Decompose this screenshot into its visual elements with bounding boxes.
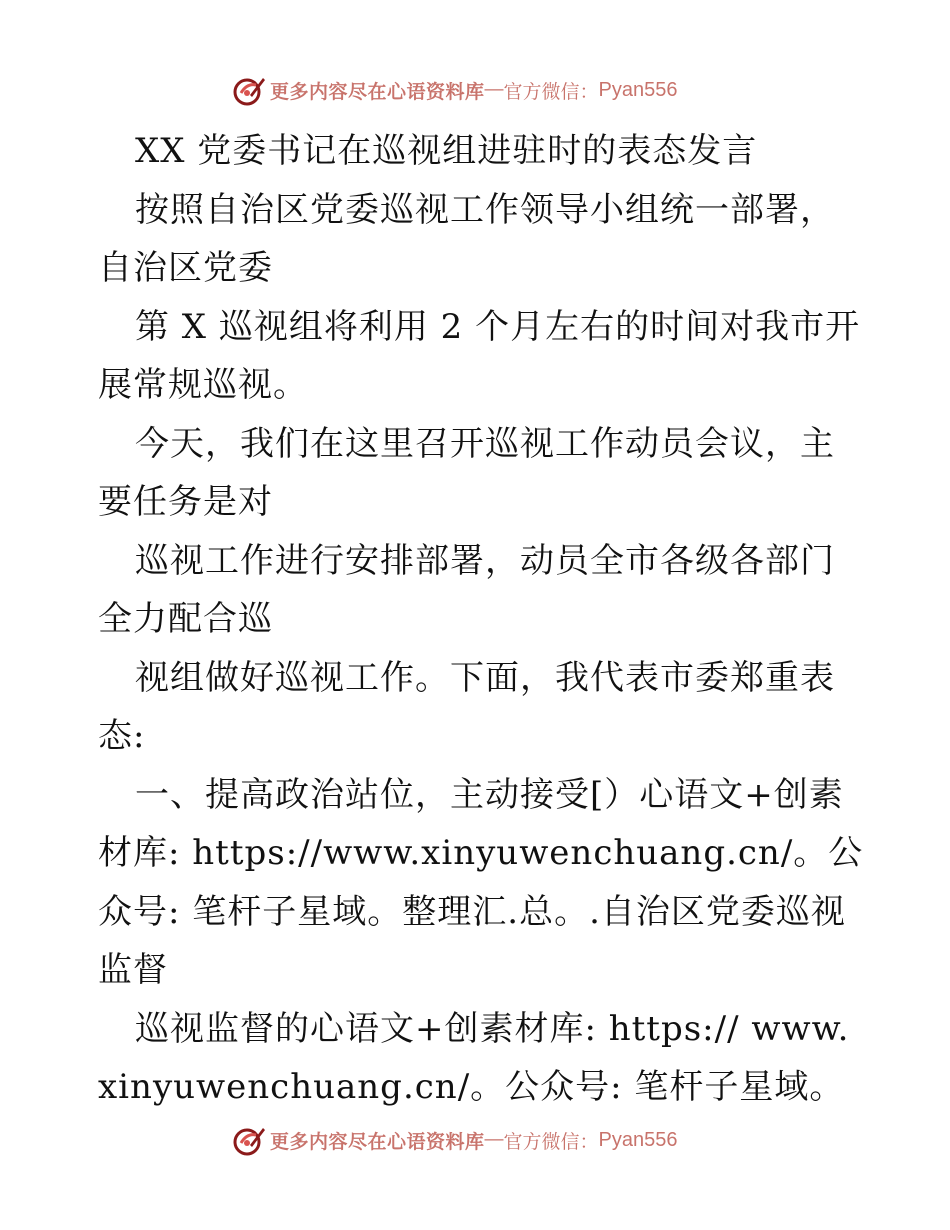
document-body: [98, 122, 868, 1117]
banner-wechat-label: 官方微信：: [503, 1130, 599, 1153]
paragraph: 视组做好巡视工作。下面，我代表市委郑重表态:: [98, 657, 835, 756]
banner-wechat-id: Pyan556: [598, 78, 678, 101]
banner-dash: —: [484, 1129, 504, 1150]
pen-logo-icon: [232, 1123, 266, 1157]
paragraph: 一、提高政治站位，主动接受[）心语文+创素材库: https://www.xinyuwenchuang.cn/。公众号: 笔杆子星域。整理汇.总。.自治区党委巡视监督: [98, 774, 864, 990]
header-banner: [232, 72, 678, 108]
footer-banner: [232, 1122, 678, 1158]
document-title: XX 党委书记在巡视组进驻时的表态发言: [135, 131, 758, 171]
banner-dash: —: [484, 79, 504, 100]
paragraph: 按照自治区党委巡视工作领导小组统一部署，自治区党委: [98, 189, 835, 288]
paragraph: 今天，我们在这里召开巡视工作动员会议，主要任务是对: [98, 423, 835, 522]
banner-wechat-label: 官方微信：: [503, 80, 599, 103]
pen-logo-icon: [232, 73, 266, 107]
banner-main-text: 更多内容尽在心语资料库: [270, 1130, 485, 1153]
paragraph: 第 X 巡视组将利用 2 个月左右的时间对我市开展常规巡视。: [98, 306, 861, 405]
banner-main-text: 更多内容尽在心语资料库: [270, 80, 485, 103]
paragraph: 巡视工作进行安排部署，动员全市各级各部门全力配合巡: [98, 540, 835, 639]
paragraph: 巡视监督的心语文+创素材库: https:// www.xinyuwenchuang.cn/。公众号: 笔杆子星域。: [98, 1008, 850, 1107]
banner-wechat-id: Pyan556: [598, 1128, 678, 1151]
